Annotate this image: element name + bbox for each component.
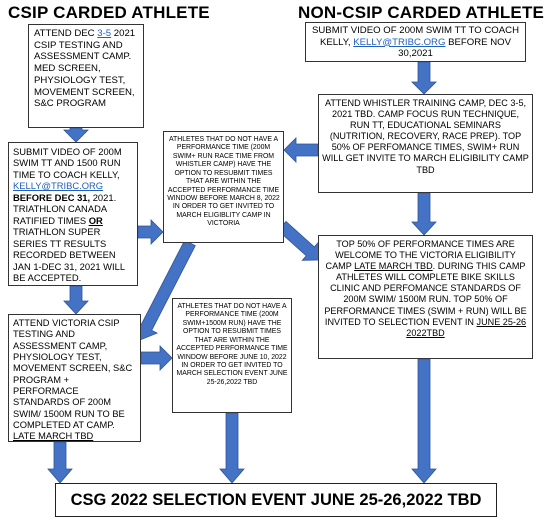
csip-submit-or: OR [88, 214, 103, 226]
victoria-csip-date: LATE MARCH TBD [13, 431, 94, 442]
victoria-eligibility-text-1: TOP 50% OF PERFORMANCE TIMES ARE WELCOME TO THE VICTORIA ELIGIBILITY CAMP [325, 239, 516, 272]
csip-submit-text-1: SUBMIT VIDEO OF 200M SWIM TT AND 1500 RUN TIME TO COACH KELLY, [13, 146, 122, 180]
box-whistler-camp [318, 94, 533, 193]
box-selection-event [55, 483, 497, 517]
victoria-eligibility-date: LATE MARCH TBD [354, 261, 433, 272]
arrow-whistler-to-victoria-eligibility [412, 193, 436, 235]
arrow-noncsip-submit-to-whistler [412, 62, 436, 94]
csip-camp-dates: 3-5 [97, 28, 112, 39]
box-resubmit-march [163, 131, 284, 243]
arrow-csip-camp-to-submit [64, 128, 88, 142]
arrow-whistler-to-resubmit-march [284, 138, 318, 162]
resubmit-june-text: ATHLETES THAT DO NOT HAVE A PERFORMANCE TIME (200M SWIM+1500M RUN) HAVE THE OPTION TO RESUBMIT TIMES THAT ARE WITHIN THE ACCEPTED PERFORMANCE TIME WINDOW BEFORE JUNE 10, 2022 IN ORDER TO GET INVITED TO MARCH SELECTION EVENT JUNE 25-26,2022 TBD [176, 303, 288, 386]
arrow-resubmit-march-to-victoria-eligibility [278, 222, 320, 261]
csip-submit-text-3: TRIATHLON SUPER SERIES TT RESULTS RECORDED BETWEEN JAN 1-DEC 31, 2021 WILL BE ACCEPTED. [13, 226, 125, 284]
victoria-csip-text: ATTEND VICTORIA CSIP TESTING AND ASSESSMENT CAMP, PHYSIOLOGY TEST, MOVEMENT SCREEN, S&C PROGRAM + PERFORMACE STANDARDS OF 200M SWIM/ 1500M RUN TO BE COMPLETED AT CAMP. [13, 318, 133, 430]
resubmit-march-text: ATHLETES THAT DO NOT HAVE A PERFORMANCE TIME (200M SWIM+ RUN RACE TIME FROM WHISTLER CAMP) HAVE THE OPTION TO RESUBMIT TIMES THAT ARE WITHIN THE ACCEPTED PERFORMANCE TIME WINDOW BEFORE MARCH 8, 2022 IN ORDER TO GET INVITED TO MARCH ELIGIBLITY CAMP IN VICTORIA [167, 136, 280, 228]
arrow-csip-submit-to-victoria [64, 286, 88, 314]
arrow-victoria-csip-to-resubmit-june [141, 346, 172, 370]
arrow-csip-submit-to-resubmit-march [138, 220, 163, 244]
csip-email-link[interactable]: KELLY@TRIBC.ORG [13, 180, 104, 192]
csip-submit-deadline: BEFORE DEC 31, [13, 191, 91, 203]
box-victoria-eligibility [318, 235, 533, 359]
victoria-eligibility-text-2: . DURING THIS CAMP ATHLETES WILL COMPLETE BIKE SKILLS CLINIC AND PERFOMANCE STANDARDS OF 200M SWIM/ 1500M RUN. TOP 50% OF PERFORMANCE TIMES (SWIM + RUN) WILL BE INVITED TO SELECTION EVENT IN [324, 261, 527, 327]
csip-camp-text-2: 2021 CSIP TESTING AND ASSESSMENT CAMP. MED SCREEN, PHYSIOLOGY TEST, MOVEMENT SCREEN, S&C PROGRAM [34, 28, 136, 110]
arrow-victoria-eligibility-to-selection [412, 359, 436, 483]
noncsip-email-link[interactable]: KELLY@TRIBC.ORG [353, 36, 446, 48]
selection-event-title: CSG 2022 SELECTION EVENT JUNE 25-26,2022 TBD [70, 491, 482, 509]
whistler-text: ATTEND WHISTLER TRAINING CAMP, DEC 3-5, 2021 TBD. CAMP FOCUS RUN TECHNIQUE, RUN TT, EDUCATIONAL SEMINARS (NUTRITION, RECOVERY, RACE PREP). TOP 50% OF PERFOMANCE TIMES, SWIM+ RUN WILL GET INVITE TO MARCH ELIGIBILITY CAMP TBD [322, 98, 529, 175]
box-csip-camp [28, 24, 144, 128]
noncsip-submit-text-1: SUBMIT VIDEO OF 200M SWIM TT TO COACH KELLY, [311, 25, 519, 48]
box-victoria-csip [8, 314, 141, 442]
box-resubmit-june [172, 298, 292, 413]
header-non-csip: NON-CSIP CARDED ATHLETE [298, 3, 545, 22]
csip-submit-text-2: 2021. TRIATHLON CANADA RATIFIED TIMES [13, 191, 117, 226]
header-csip: CSIP CARDED ATHLETE [8, 3, 210, 22]
arrow-resubmit-june-to-selection [220, 413, 244, 483]
csip-camp-text-1: ATTEND DEC [34, 28, 98, 39]
arrow-victoria-csip-to-selection [48, 442, 72, 483]
box-noncsip-submit [305, 22, 526, 62]
victoria-eligibility-date-2: JUNE 25-26 2022TBD [406, 316, 527, 338]
box-csip-submit [8, 142, 138, 286]
noncsip-submit-text-2: BEFORE NOV 30,2021 [398, 36, 512, 60]
